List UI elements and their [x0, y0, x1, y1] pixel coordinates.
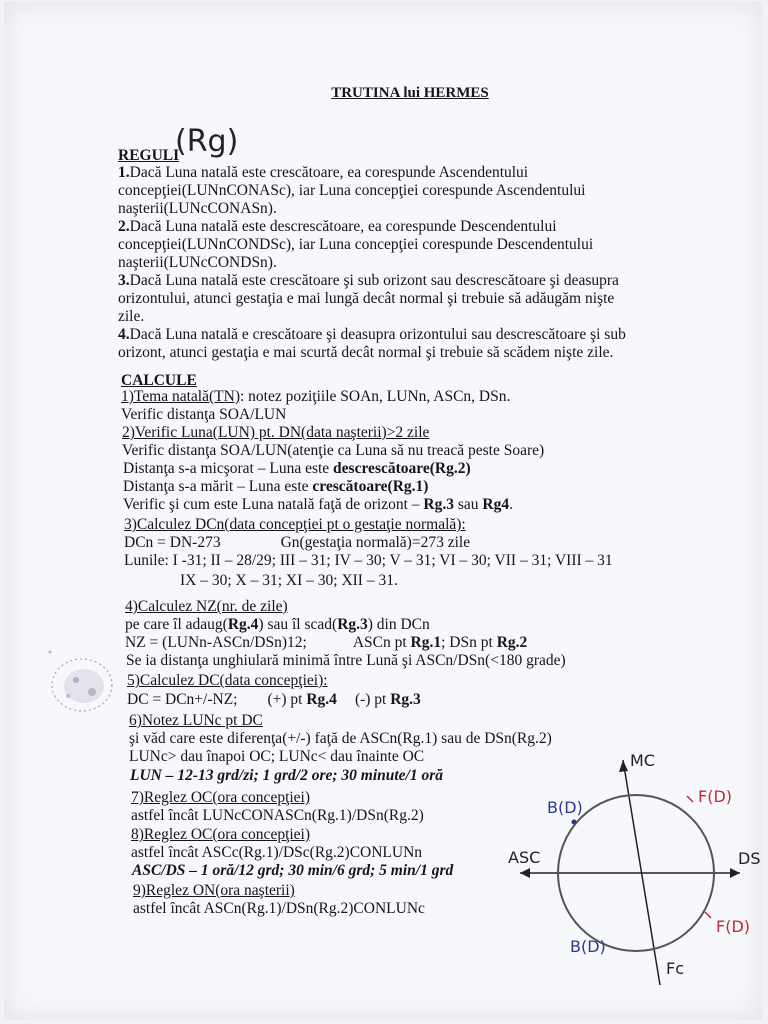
step-1-line-2: Verific distanţa SOA/LUN [121, 406, 287, 423]
f-bottom-marker [705, 912, 711, 918]
step-4-line-3: NZ = (LUNn-ASCn/DSn)12; ASCn pt Rg.1; DSn pt Rg.2 [125, 634, 528, 651]
step-2-heading: 2)Verific Luna(LUN) pt. DN(data naşterii)>2 zile [122, 424, 430, 441]
ds-label: DS [738, 849, 761, 868]
rule-4-line-2: orizont, atunci gestaţia e mai scurtă decât normal şi trebuie să scădem nişte zile. [118, 344, 614, 361]
step-8-line-2: astfel încât ASCc(Rg.1)/DSc(Rg.2)CONLUNn [131, 844, 423, 861]
rule-2-line-3: naşterii(LUNcCONDSn). [118, 254, 277, 271]
ink-stamp-smudge [40, 640, 130, 720]
fc-label: Fc [666, 959, 684, 978]
step-3-heading: 3)Calculez DCn(data concepţiei pt o gestaţie normală): [124, 516, 466, 533]
step-5-line-2: DC = DCn+/-NZ; (+) pt Rg.4 (-) pt Rg.3 [127, 691, 421, 708]
rules-heading: REGULI [118, 147, 180, 164]
f-top-label: F(D) [698, 787, 733, 806]
rule-4-line-1: 4.Dacă Luna natală e crescătoare şi deasupra orizontului sau descrescătoare şi sub [118, 326, 626, 343]
step-6-line-4: LUN – 12-13 grd/zi; 1 grd/2 ore; 30 minute/1 oră [130, 767, 444, 784]
step-4-line-4: Se ia distanţa unghiulară minimă între Lună şi ASCn/DSn(<180 grade) [126, 652, 566, 669]
chart-wheel-diagram [490, 740, 768, 1000]
rule-3-line-3: zile. [118, 308, 145, 325]
step-2-line-3: Distanţa s-a micşorat – Luna este descrescătoare(Rg.2) [123, 460, 471, 477]
rule-1-line-1: 1.Dacă Luna natală este crescătoare, ea corespunde Ascendentului [118, 164, 529, 181]
f-top-marker [687, 796, 693, 802]
step-9-line-2: astfel încât ASCn(Rg.1)/DSn(Rg.2)CONLUNc [133, 900, 425, 917]
step-4-heading: 4)Calculez NZ(nr. de zile) [125, 598, 288, 615]
step-8-heading: 8)Reglez OC(ora concepţiei) [131, 826, 311, 843]
rule-3-line-1: 3.Dacă Luna natală este crescătoare şi sub orizont sau descrescătoare şi deasupra [118, 272, 619, 289]
step-4-line-2: pe care îl adaug(Rg.4) sau îl scad(Rg.3) din DCn [125, 616, 430, 633]
step-6-line-3: LUNc> dau înapoi OC; LUNc< dau înainte OC [129, 748, 425, 765]
document-title: TRUTINA lui HERMES [331, 85, 489, 101]
rule-2-line-2: concepţiei(LUNnCONDSc), iar Luna concepţiei corespunde Descendentului [118, 236, 594, 253]
asc-label: ASC [508, 848, 541, 867]
step-3-line-3: Lunile: I -31; II – 28/29; III – 31; IV – 30; V – 31; VI – 30; VII – 31; VIII – 31 [124, 552, 613, 569]
b-top-marker [572, 820, 577, 825]
step-8-line-3: ASC/DS – 1 oră/12 grd; 30 min/6 grd; 5 min/1 grd [132, 862, 454, 879]
step-1-line-1: 1)Tema natală(TN): notez poziţiile SOAn, LUNn, ASCn, DSn. [121, 388, 511, 405]
step-7-line-2: astfel încât LUNcCONASCn(Rg.1)/DSn(Rg.2) [131, 807, 424, 824]
step-2-line-5: Verific şi cum este Luna natală faţă de orizont – Rg.3 sau Rg4. [123, 496, 513, 513]
rule-1-line-3: naşterii(LUNcCONASn). [118, 200, 277, 217]
horizon-axis [520, 868, 740, 878]
mc-label: MC [630, 751, 655, 770]
rule-3-line-2: orizontului, atunci gestaţia e mai lungă decât normal şi trebuie să adăugăm nişte [118, 290, 615, 307]
f-bottom-label: F(D) [716, 917, 751, 936]
rule-1-line-2: concepţiei(LUNnCONASc), iar Luna concepţiei corespunde Ascendentului [118, 182, 586, 199]
step-2-line-4: Distanţa s-a mărit – Luna este crescătoare(Rg.1) [123, 478, 429, 495]
step-3-line-2: DCn = DN-273 Gn(gestaţia normală)=273 zile [124, 534, 471, 551]
step-6-line-2: şi văd care este diferenţa(+/-) faţă de ASCn(Rg.1) sau de DSn(Rg.2) [129, 730, 552, 747]
step-5-heading: 5)Calculez DC(data concepţiei): [127, 672, 328, 689]
rule-2-line-1: 2.Dacă Luna natală este descrescătoare, ea corespunde Descendentului [118, 218, 557, 235]
step-6-heading: 6)Notez LUNc pt DC [129, 712, 263, 729]
step-3-line-4: IX – 30; X – 31; XI – 30; XII – 31. [180, 572, 398, 589]
b-bottom-label: B(D) [570, 937, 606, 956]
b-top-label: B(D) [547, 798, 583, 817]
step-2-line-2: Verific distanţa SOA/LUN(atenţie ca Luna să nu treacă peste Soare) [122, 442, 545, 459]
step-9-heading: 9)Reglez ON(ora naşterii) [133, 882, 295, 899]
handwritten-rg-note: (Rg) [175, 124, 239, 159]
step-7-heading: 7)Reglez OC(ora concepţiei) [131, 789, 311, 806]
calc-heading: CALCULE [121, 372, 197, 389]
